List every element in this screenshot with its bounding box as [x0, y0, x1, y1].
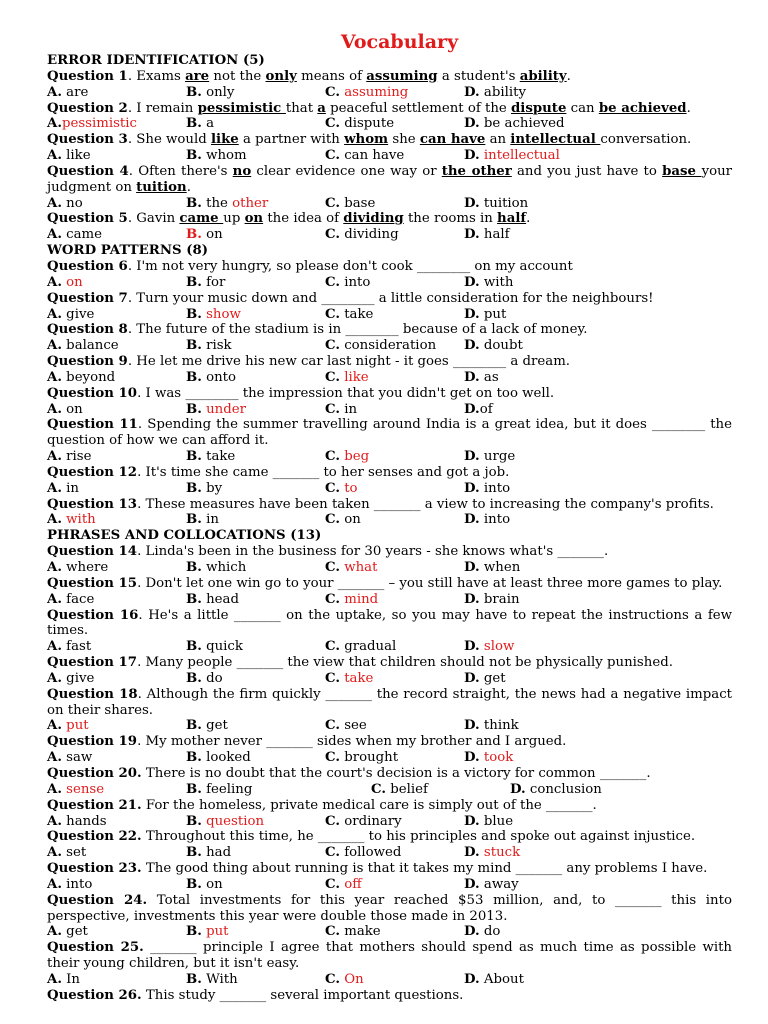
question-number: Question 13 [47, 496, 138, 512]
option-c: C. can have [325, 148, 405, 164]
question-number: Question 2 [47, 100, 128, 116]
answer-highlight: take [339, 670, 374, 686]
option-b: B. looked [186, 750, 251, 766]
option-a: A. are [47, 84, 89, 100]
option-a: A. with [47, 512, 96, 528]
answer-options [47, 639, 732, 655]
answer-highlight: slow [479, 639, 515, 655]
option-d: D.of [464, 401, 493, 417]
question-number: Question 18 [47, 686, 138, 702]
question-number: Question 10 [47, 385, 138, 401]
question-number: Question 8 [47, 322, 128, 338]
answer-highlight: with [61, 512, 96, 528]
answer-highlight: intellectual [479, 148, 560, 164]
answer-options [47, 845, 732, 861]
option-a: A. balance [47, 338, 119, 354]
option-b: B. on [186, 227, 223, 243]
answer-options [47, 512, 732, 528]
underlined-word: can have [419, 132, 486, 148]
answer-options [47, 671, 732, 687]
answer-highlight: show [201, 306, 241, 322]
answer-highlight: B. [186, 227, 202, 243]
option-a: A. set [47, 845, 87, 861]
option-c: C. dispute [325, 116, 395, 132]
question-number: Question 23. [47, 861, 142, 877]
answer-highlight: beg [339, 449, 370, 465]
option-d: D. into [464, 512, 511, 528]
page-title: Vocabulary [340, 31, 459, 53]
question-17: Question 17. Many people _______ the view that children should not be physically punished. [47, 655, 673, 671]
option-d: D. when [464, 560, 521, 575]
answer-highlight: stuck [479, 845, 521, 861]
option-c: C. what [325, 560, 378, 575]
underlined-word: base [662, 163, 702, 179]
answer-options [47, 116, 732, 132]
option-a: A. on [47, 401, 83, 417]
option-b: B. on [186, 876, 223, 892]
option-a: A.pessimistic [47, 116, 137, 132]
option-d: D. do [464, 924, 501, 940]
option-a: A. beyond [47, 369, 116, 385]
answer-highlight: sense [61, 781, 105, 797]
question-number: Question 24. [47, 892, 148, 908]
option-b: B. feeling [186, 781, 253, 797]
option-d: D. slow [464, 639, 515, 655]
option-c: C. base [325, 195, 376, 211]
question-number: Question 15 [47, 575, 138, 591]
option-b: B. get [186, 718, 228, 734]
answer-options [47, 592, 732, 608]
option-a: A. into [47, 876, 93, 892]
option-c: C. take [325, 670, 374, 686]
section-heading-error-identification: ERROR IDENTIFICATION (5) [47, 53, 265, 68]
question-20: Question 20. There is no doubt that the court's decision is a victory for common _______. [47, 765, 651, 781]
answer-options [47, 814, 732, 830]
question-3: Question 3. She would like a partner with whom she can have an intellectual conversation. [47, 132, 692, 148]
option-c: C. mind [325, 591, 379, 607]
answer-options [47, 370, 732, 386]
answer-highlight: under [201, 401, 246, 417]
answer-highlight: to [339, 480, 358, 496]
answer-highlight: put [201, 924, 229, 940]
option-b: B. which [186, 560, 247, 575]
option-a: A. face [47, 591, 95, 607]
option-b: B. under [186, 401, 246, 417]
answer-highlight: mind [339, 591, 379, 607]
underlined-word: on [244, 211, 264, 227]
option-a: A. hands [47, 813, 107, 829]
question-22: Question 22. Throughout this time, he _______ to his principles and spoke out against injustice. [47, 829, 696, 845]
question-number: Question 25. [47, 940, 144, 956]
question-number: Question 6 [47, 258, 128, 274]
option-a: A. on [47, 274, 83, 290]
option-a: A. came [47, 227, 103, 243]
option-b: B. show [186, 306, 241, 322]
underlined-word: whom [344, 132, 389, 148]
question-number: Question 19 [47, 734, 138, 750]
option-d: D. stuck [464, 845, 521, 861]
underlined-word: be achieved [598, 100, 687, 116]
option-c: C. ordinary [325, 813, 402, 829]
underlined-word: half [497, 211, 527, 227]
option-c: C. belief [371, 781, 428, 797]
option-a: A. In [47, 971, 80, 987]
option-c: C. on [325, 512, 361, 528]
underlined-word: no [232, 163, 252, 179]
option-a: A. give [47, 306, 95, 322]
answer-highlight: other [232, 195, 269, 211]
question-24: Question 24. Total investments for this year reached $53 million, and, to _______ this into perspective, investments this year were double those made in 2013. [47, 892, 732, 924]
underlined-word: intellectual [510, 132, 601, 148]
question-number: Question 9 [47, 354, 128, 370]
option-b: B. With [186, 971, 238, 987]
question-number: Question 17 [47, 655, 138, 671]
question-number: Question 20. [47, 765, 142, 781]
question-number: Question 3 [47, 132, 128, 148]
option-b: B. onto [186, 369, 237, 385]
option-a: A. give [47, 670, 95, 686]
option-d: D. as [464, 369, 499, 385]
option-a: A. put [47, 718, 89, 734]
question-12: Question 12. It's time she came _______ to her senses and got a job. [47, 464, 510, 480]
section-heading-word-patterns: WORD PATTERNS (8) [47, 243, 209, 259]
question-number: Question 14 [47, 544, 138, 560]
option-d: D. with [464, 274, 514, 290]
option-d: D. into [464, 480, 511, 496]
option-b: B. question [186, 813, 265, 829]
question-14: Question 14. Linda's been in the business for 30 years - she knows what's _______. [47, 544, 609, 560]
option-d: D. tuition [464, 195, 529, 211]
answer-highlight: like [339, 369, 369, 385]
underlined-word: pessimistic [197, 100, 286, 116]
option-b: B. had [186, 845, 232, 861]
underlined-word: only [265, 68, 297, 84]
question-10: Question 10. I was ________ the impression that you didn't get on too well. [47, 385, 555, 401]
option-d: D. get [464, 670, 506, 686]
answer-options [47, 972, 732, 988]
question-11: Question 11. Spending the summer travelling around India is a great idea, but it does ________ the question of how we can afford it. [47, 417, 732, 449]
answer-highlight: pessimistic [61, 116, 137, 132]
answer-highlight: put [61, 718, 89, 734]
answer-highlight: question [201, 813, 265, 829]
question-18: Question 18. Although the firm quickly _______ the record straight, the news had a negative impact on their shares. [47, 686, 732, 718]
option-c: C. to [325, 480, 358, 496]
option-c: C. make [325, 924, 381, 940]
option-b: B. take [186, 449, 236, 465]
question-number: Question 16 [47, 607, 139, 623]
option-b: B. whom [186, 148, 247, 164]
option-d: D. doubt [464, 338, 523, 354]
option-c: C. assuming [325, 84, 409, 100]
question-1: Question 1. Exams are not the only means of assuming a student's ability. [47, 68, 571, 84]
question-2: Question 2. I remain pessimistic that a peaceful settlement of the dispute can be achieved. [47, 100, 691, 116]
option-c: C. consideration [325, 338, 437, 354]
question-number: Question 1 [47, 68, 128, 84]
question-9: Question 9. He let me drive his new car last night - it goes ________ a dream. [47, 354, 571, 370]
answer-options [47, 402, 732, 418]
option-b: B. the other [186, 195, 269, 211]
question-number: Question 11 [47, 417, 138, 433]
underlined-word: dispute [511, 100, 567, 116]
answer-options [47, 560, 732, 576]
answer-options [47, 481, 732, 497]
question-19: Question 19. My mother never _______ sides when my brother and I argued. [47, 734, 567, 750]
option-c: C. dividing [325, 227, 399, 243]
answer-highlight: took [479, 750, 514, 766]
option-a: A. get [47, 924, 88, 940]
question-23: Question 23. The good thing about running is that it takes my mind _______ any problems I have. [47, 861, 708, 877]
question-7: Question 7. Turn your music down and ________ a little consideration for the neighbours! [47, 290, 654, 306]
question-8: Question 8. The future of the stadium is in ________ because of a lack of money. [47, 322, 588, 338]
option-c: C. beg [325, 449, 370, 465]
answer-highlight: On [339, 971, 364, 987]
option-d: D. urge [464, 449, 516, 465]
option-d: D. be achieved [464, 116, 565, 132]
question-26: Question 26. This study _______ several important questions. [47, 987, 464, 1003]
option-a: A. fast [47, 639, 92, 655]
section-heading-phrases-collocations: PHRASES AND COLLOCATIONS (13) [47, 528, 322, 544]
option-b: B. head [186, 591, 239, 607]
option-b: B. for [186, 274, 226, 290]
underlined-word: a [317, 100, 326, 116]
option-b: B. only [186, 84, 235, 100]
answer-highlight: on [61, 274, 83, 290]
option-d: D. blue [464, 813, 514, 829]
underlined-word: dividing [343, 211, 404, 227]
option-d: D. half [464, 227, 510, 243]
option-d: D. About [464, 971, 524, 987]
option-b: B. quick [186, 639, 243, 655]
answer-options [47, 85, 732, 101]
question-number: Question 4 [47, 163, 129, 179]
option-c: C. followed [325, 845, 402, 861]
option-b: B. risk [186, 338, 232, 354]
underlined-word: ability [519, 68, 567, 84]
underlined-word: are [185, 68, 210, 84]
answer-options [47, 338, 732, 354]
question-21: Question 21. For the homeless, private medical care is simply out of the _______. [47, 797, 597, 813]
option-b: B. do [186, 670, 223, 686]
question-number: Question 5 [47, 211, 128, 227]
option-c: C. in [325, 401, 358, 417]
answer-highlight: what [339, 560, 378, 575]
option-d: D. ability [464, 84, 526, 100]
option-b: B. put [186, 924, 229, 940]
underlined-word: assuming [366, 68, 438, 84]
option-c: C. off [325, 876, 362, 892]
underlined-word: the other [441, 163, 512, 179]
answer-options [47, 307, 732, 323]
answer-highlight: off [339, 876, 362, 892]
answer-options [47, 449, 732, 465]
question-5: Question 5. Gavin came up on the idea of dividing the rooms in half. [47, 211, 531, 227]
option-c: C. into [325, 274, 371, 290]
option-d: D. brain [464, 591, 520, 607]
option-a: A. where [47, 560, 109, 575]
option-d: D. think [464, 718, 519, 734]
underlined-word: came [179, 211, 224, 227]
answer-options [47, 227, 732, 243]
answer-options [47, 148, 732, 164]
answer-options [47, 196, 732, 212]
question-4: Question 4. Often there's no clear evidence one way or the other and you just have to base your judgment on tuition. [47, 163, 732, 195]
underlined-word: like [210, 132, 239, 148]
option-a: A. sense [47, 781, 105, 797]
option-d: D. took [464, 750, 514, 766]
question-13: Question 13. These measures have been taken _______ a view to increasing the company's profits. [47, 496, 714, 512]
answer-options [47, 877, 732, 893]
option-c: C. like [325, 369, 369, 385]
question-number: Question 22. [47, 829, 142, 845]
question-15: Question 15. Don't let one win go to your _______ – you still have at least three more games to play. [47, 575, 723, 591]
option-c: C. take [325, 306, 374, 322]
option-b: B. a [186, 116, 215, 132]
question-number: Question 12 [47, 464, 138, 480]
option-b: B. by [186, 480, 223, 496]
answer-options [47, 275, 732, 291]
question-number: Question 26. [47, 987, 142, 1003]
option-b: B. in [186, 512, 219, 528]
option-d: D. put [464, 306, 507, 322]
question-6: Question 6. I'm not very hungry, so please don't cook ________ on my account [47, 258, 573, 274]
answer-highlight: assuming [339, 84, 409, 100]
option-c: C. brought [325, 750, 399, 766]
option-d: D. intellectual [464, 148, 560, 164]
option-a: A. like [47, 148, 91, 164]
answer-options [47, 750, 732, 766]
option-a: A. no [47, 195, 83, 211]
option-a: A. saw [47, 750, 93, 766]
question-25: Question 25. _______ principle I agree that mothers should spend as much time as possible with their young children, but it isn't easy. [47, 940, 732, 972]
option-d: D. conclusion [510, 781, 602, 797]
option-c: C. see [325, 718, 367, 734]
question-number: Question 7 [47, 290, 128, 306]
answer-options [47, 924, 732, 940]
question-number: Question 21. [47, 797, 142, 813]
option-a: A. rise [47, 449, 92, 465]
underlined-word: tuition [136, 179, 187, 195]
question-16: Question 16. He's a little _______ on the uptake, so you may have to repeat the instructions a few times. [47, 607, 732, 639]
answer-options [47, 718, 732, 734]
option-c: C. gradual [325, 639, 397, 655]
option-a: A. in [47, 480, 79, 496]
option-d: D. away [464, 876, 519, 892]
option-c: C. On [325, 971, 364, 987]
answer-options [47, 782, 732, 798]
